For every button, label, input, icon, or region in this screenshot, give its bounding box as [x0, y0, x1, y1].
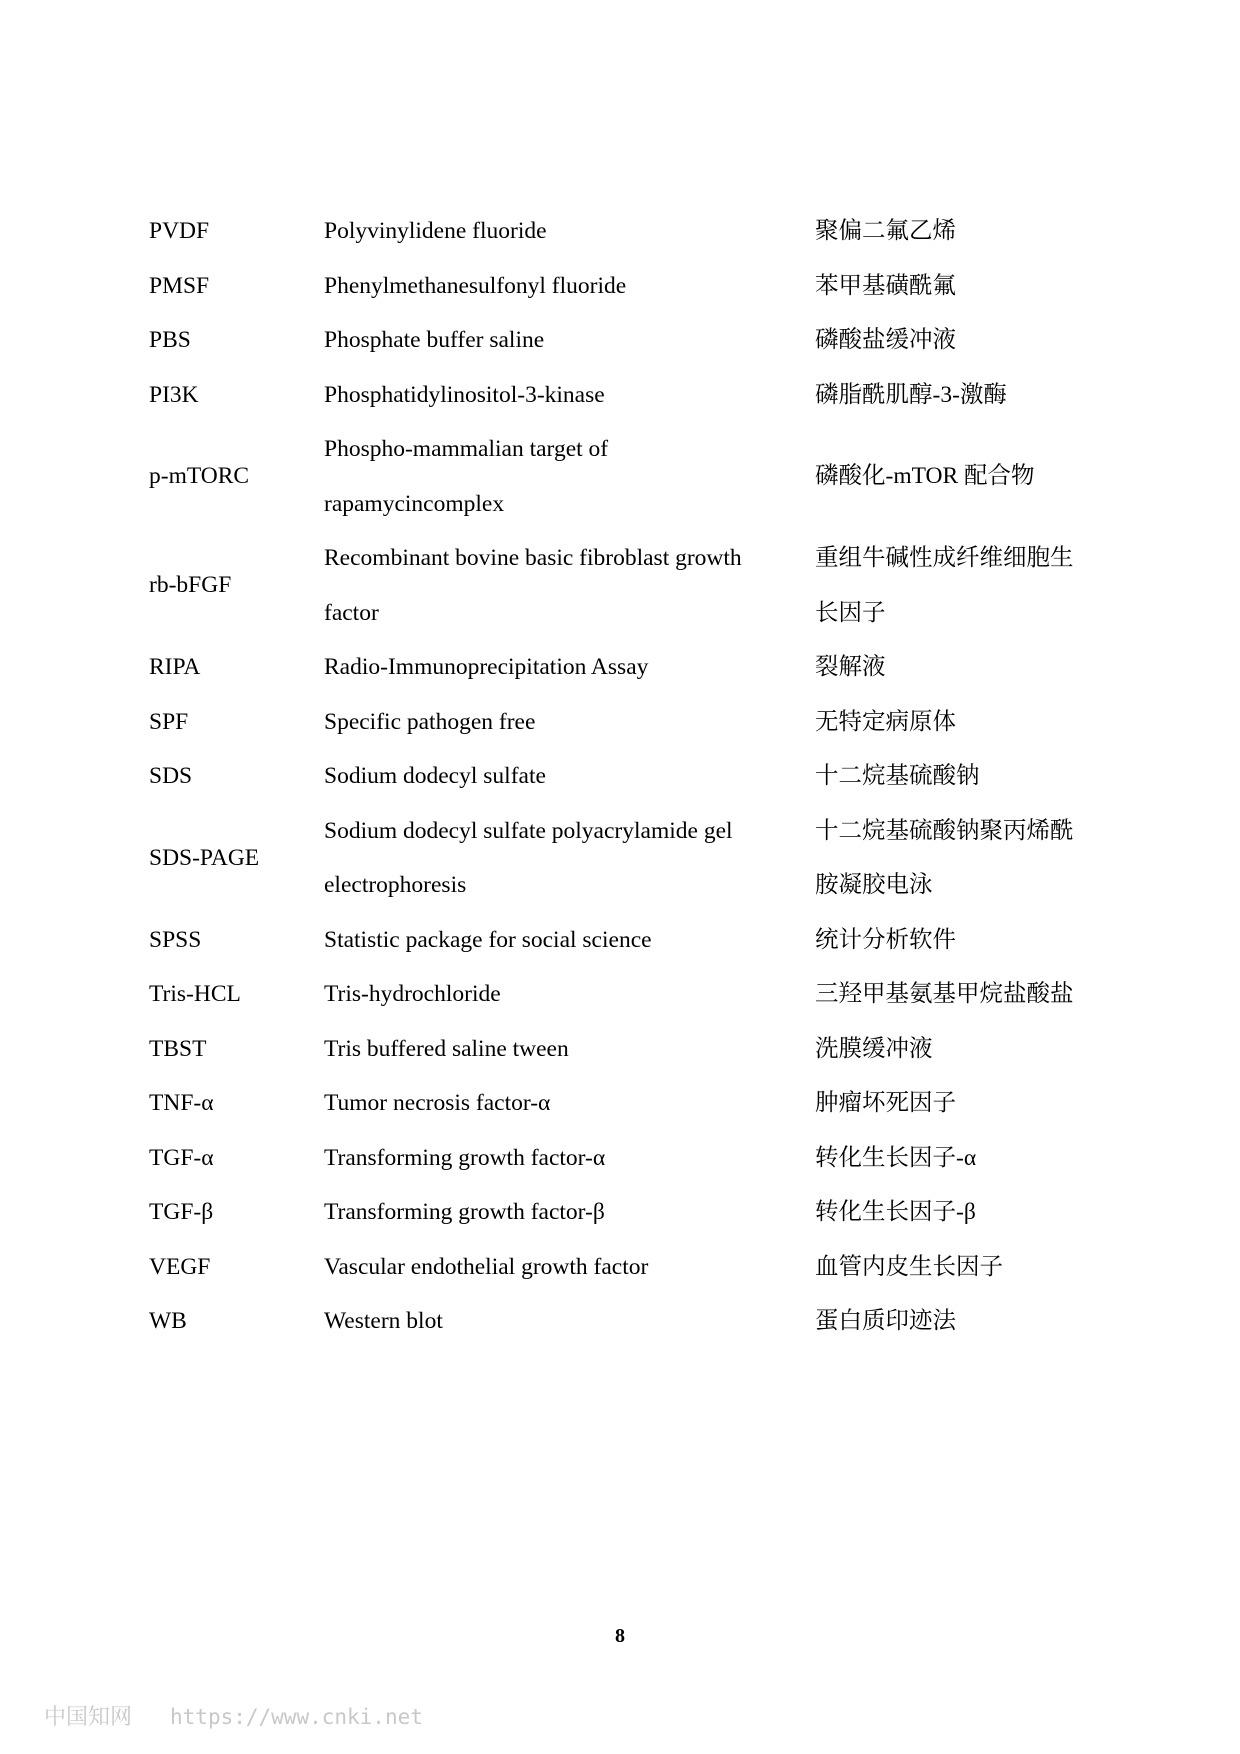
chinese-term-line: 十二烷基硫酸钠聚丙烯酰 [815, 817, 1074, 844]
english-term-line: Sodium dodecyl sulfate polyacrylamide gel [324, 817, 733, 844]
chinese-term-cell [815, 695, 1109, 750]
english-term-cell [324, 804, 815, 913]
chinese-term-line: 转化生长因子-β [815, 1199, 976, 1225]
chinese-term-cell [815, 1240, 1109, 1295]
english-term-line: Transforming growth factor-α [324, 1144, 606, 1171]
chinese-term-line: 胺凝胶电泳 [815, 872, 933, 898]
english-term-line: Tumor necrosis factor-α [324, 1090, 551, 1116]
table-row [149, 804, 1109, 913]
chinese-term-line: 三羟甲基氨基甲烷盐酸盐 [815, 981, 1074, 1007]
abbreviation-cell: PBS [149, 327, 191, 353]
abbreviation-cell: TGF-α [149, 1144, 214, 1171]
english-term-cell [324, 640, 815, 695]
chinese-term-line: 重组牛碱性成纤维细胞生 [815, 545, 1074, 571]
chinese-term-cell [815, 259, 1109, 314]
english-term-line: electrophoresis [324, 872, 467, 898]
page-number: 8 [615, 1625, 625, 1647]
abbreviation-cell: Tris-HCL [149, 981, 241, 1007]
abbreviation-cell: SDS [149, 763, 193, 789]
table-row [149, 1185, 1109, 1240]
table-row [149, 640, 1109, 695]
abbreviation-cell: p-mTORC [149, 463, 250, 490]
english-term-line: Western blot [324, 1308, 443, 1334]
chinese-term-line: 无特定病原体 [815, 708, 956, 735]
chinese-term-line: 裂解液 [815, 654, 886, 680]
table-row [149, 531, 1109, 640]
english-term-cell [324, 1022, 815, 1077]
chinese-term-cell [815, 1294, 1109, 1349]
english-term-cell [324, 1294, 815, 1349]
table-row [149, 1131, 1109, 1186]
english-term-cell [324, 368, 815, 423]
chinese-term-line: 苯甲基磺酰氟 [815, 272, 956, 299]
abbreviation-cell: PI3K [149, 381, 199, 408]
watermark-site-name: 中国知网 [44, 1704, 133, 1729]
english-term-line: Specific pathogen free [324, 708, 536, 735]
english-term-cell [324, 1240, 815, 1295]
table-row [149, 1022, 1109, 1077]
table-row [149, 913, 1109, 968]
english-term-line: Phosphatidylinositol-3-kinase [324, 381, 605, 408]
table-row [149, 204, 1109, 259]
table-row [149, 422, 1109, 531]
english-term-line: Phospho-mammalian target of [324, 436, 609, 462]
chinese-term-line: 肿瘤坏死因子 [815, 1090, 956, 1116]
chinese-term-cell [815, 313, 1109, 368]
english-term-cell [324, 1131, 815, 1186]
cnki-watermark [44, 1700, 423, 1731]
table-row [149, 368, 1109, 423]
english-term-line: Tris buffered saline tween [324, 1035, 569, 1062]
chinese-term-cell [815, 1185, 1109, 1240]
english-term-cell [324, 1185, 815, 1240]
english-term-line: Tris-hydrochloride [324, 981, 501, 1007]
table-row [149, 313, 1109, 368]
english-term-line: Radio-Immunoprecipitation Assay [324, 654, 649, 680]
chinese-term-line: 转化生长因子-α [815, 1144, 977, 1171]
chinese-term-line: 血管内皮生长因子 [815, 1253, 1003, 1280]
chinese-term-cell [815, 204, 1109, 259]
watermark-url: https://www.cnki.net [170, 1705, 423, 1729]
english-term-line: factor [324, 599, 379, 626]
chinese-term-cell [815, 1022, 1109, 1077]
chinese-term-line: 十二烷基硫酸钠 [815, 763, 980, 789]
english-term-cell [324, 967, 815, 1022]
english-term-cell [324, 313, 815, 368]
english-term-line: Statistic package for social science [324, 926, 652, 953]
chinese-term-cell [815, 804, 1109, 913]
english-term-line: Transforming growth factor-β [324, 1199, 605, 1225]
chinese-term-cell [815, 531, 1109, 640]
table-row [149, 1240, 1109, 1295]
abbreviation-cell: RIPA [149, 654, 201, 680]
chinese-term-line: 磷脂酰肌醇-3-激酶 [815, 381, 1007, 408]
english-term-line: rapamycincomplex [324, 490, 505, 517]
english-term-line: Polyvinylidene fluoride [324, 218, 547, 244]
table-row [149, 259, 1109, 314]
abbreviation-cell: SPF [149, 708, 189, 735]
english-term-line: Recombinant bovine basic fibroblast growth [324, 545, 742, 571]
table-row [149, 967, 1109, 1022]
chinese-term-line: 磷酸化-mTOR 配合物 [815, 463, 1035, 490]
english-term-cell [324, 259, 815, 314]
table-row [149, 749, 1109, 804]
chinese-term-cell [815, 1076, 1109, 1131]
chinese-term-cell [815, 640, 1109, 695]
chinese-term-line: 长因子 [815, 599, 886, 626]
english-term-line: Phenylmethanesulfonyl fluoride [324, 272, 627, 299]
english-term-cell [324, 913, 815, 968]
english-term-cell [324, 531, 815, 640]
chinese-term-line: 磷酸盐缓冲液 [815, 327, 956, 353]
chinese-term-cell [815, 749, 1109, 804]
abbreviation-table-body [149, 204, 1109, 1349]
english-term-line: Phosphate buffer saline [324, 327, 545, 353]
english-term-cell [324, 204, 815, 259]
abbreviation-cell: TNF-α [149, 1090, 214, 1116]
abbreviation-cell: SDS-PAGE [149, 844, 260, 871]
abbreviation-cell: TBST [149, 1035, 207, 1062]
abbreviation-cell: TGF-β [149, 1199, 214, 1225]
abbreviation-table [149, 204, 1109, 1349]
english-term-cell [324, 1076, 815, 1131]
abbreviation-cell: WB [149, 1308, 187, 1334]
english-term-cell [324, 695, 815, 750]
abbreviation-cell: rb-bFGF [149, 572, 232, 599]
chinese-term-cell [815, 368, 1109, 423]
chinese-term-line: 洗膜缓冲液 [815, 1035, 933, 1062]
chinese-term-cell [815, 967, 1109, 1022]
english-term-line: Vascular endothelial growth factor [324, 1253, 649, 1280]
abbreviation-cell: SPSS [149, 926, 202, 953]
chinese-term-line: 聚偏二氟乙烯 [815, 218, 956, 244]
chinese-term-line: 统计分析软件 [815, 926, 956, 953]
table-row [149, 1294, 1109, 1349]
abbreviation-cell: PMSF [149, 272, 210, 299]
chinese-term-cell [815, 913, 1109, 968]
table-row [149, 1076, 1109, 1131]
abbreviation-cell: VEGF [149, 1253, 211, 1280]
english-term-cell [324, 422, 815, 531]
english-term-cell [324, 749, 815, 804]
table-row [149, 695, 1109, 750]
chinese-term-cell [815, 1131, 1109, 1186]
english-term-line: Sodium dodecyl sulfate [324, 763, 546, 789]
abbreviation-cell: PVDF [149, 218, 210, 244]
chinese-term-line: 蛋白质印迹法 [815, 1308, 956, 1334]
chinese-term-cell [815, 422, 1109, 531]
